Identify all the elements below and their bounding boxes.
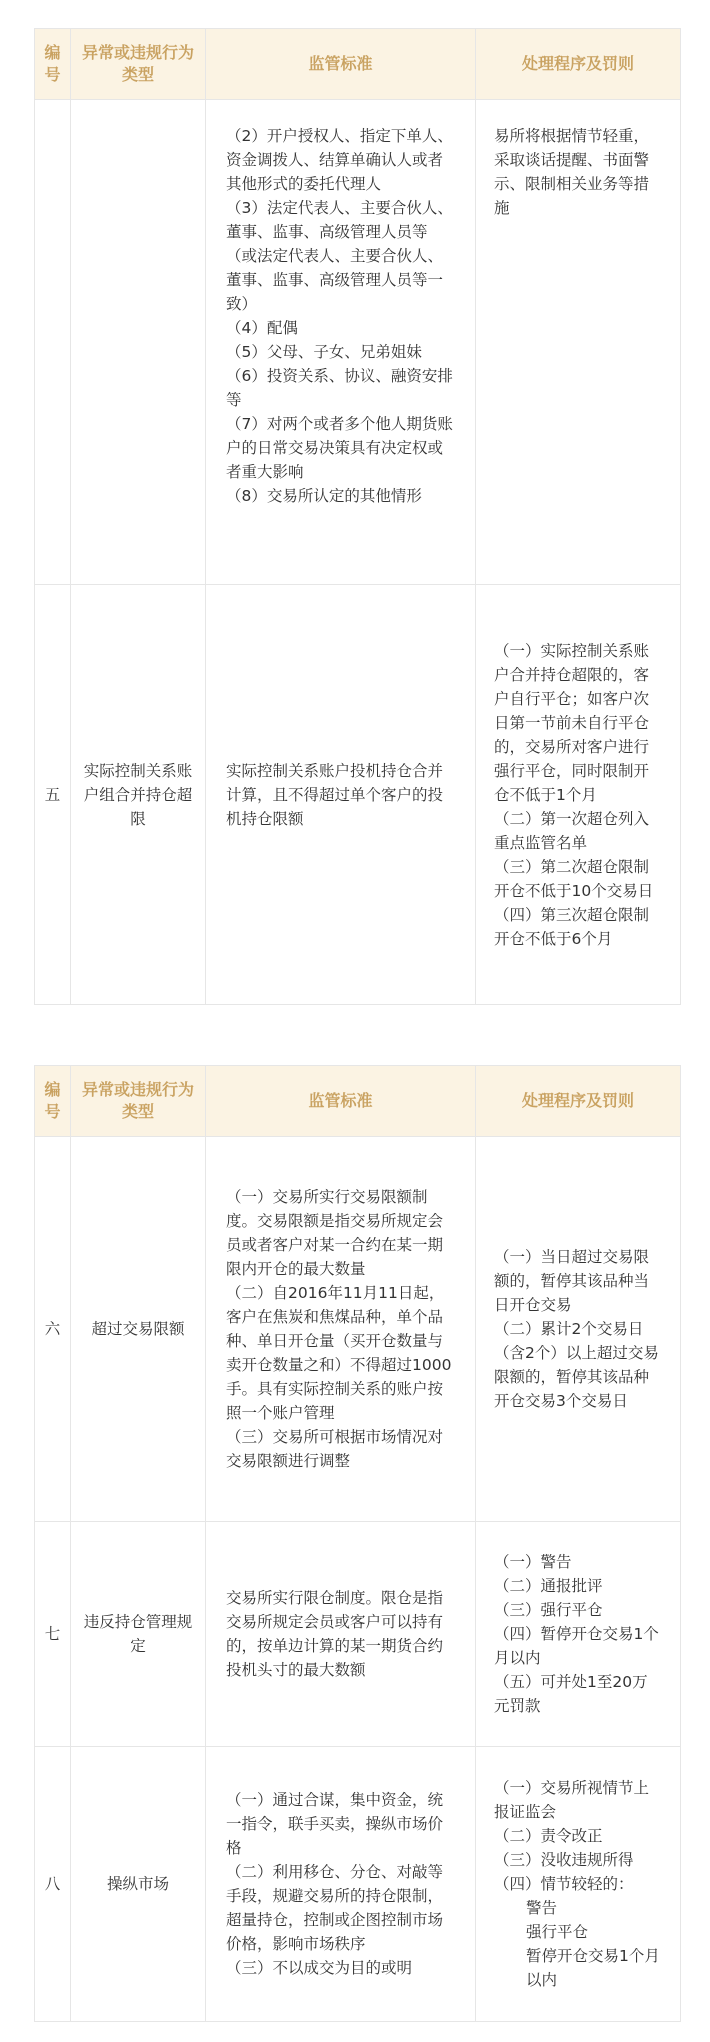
row-standard-cell (206, 1747, 476, 2022)
penalty-line: （二）责令改正 (494, 1827, 603, 1845)
row-penalty-cell (476, 100, 681, 585)
standard-line: （2）开户授权人、指定下单人、资金调拨人、结算单确认人或者其他形式的委托代理人 (226, 127, 453, 193)
penalty-line: （四）暂停开仓交易1个月以内 (494, 1625, 659, 1667)
row-number: 五 (35, 585, 71, 1005)
header-violation-type: 异常或违规行为类型 (71, 1066, 206, 1137)
penalty-line: （一）当日超过交易限额的，暂停其该品种当日开仓交易 (494, 1248, 650, 1314)
standard-line: （5）父母、子女、兄弟姐妹 (226, 343, 422, 361)
standard-line: （一）交易所实行交易限额制度。交易限额是指交易所规定会员或者客户对某一合约在某一期限内开仓的最大数量 (226, 1188, 444, 1278)
penalty-line: （五）可并处1至20万元罚款 (494, 1673, 648, 1715)
row-type-cell (71, 100, 206, 585)
table-row-7 (35, 1522, 681, 1747)
row-number: 八 (35, 1747, 71, 2022)
penalty-line: （一）实际控制关系账户合并持仓超限的，客户自行平仓；如客户次日第一节前未自行平仓的，交易所对客户进行强行平仓，同时限制开仓不低于1个月 (494, 641, 650, 804)
penalty-subline: 强行平仓 (526, 1923, 589, 1941)
standard-line: 交易所实行限仓制度。限仓是指交易所规定会员或客户可以持有的，按单边计算的某一期货合约投机头寸的最大数额 (226, 1589, 444, 1679)
table-row-continued (35, 100, 681, 585)
row-number: 六 (35, 1137, 71, 1522)
standard-line: （3）法定代表人、主要合伙人、董事、监事、高级管理人员等（或法定代表人、主要合伙人、董事、监事、高级管理人员等一致） (226, 199, 453, 313)
standard-line: （一）通过合谋，集中资金，统一指令，联手买卖，操纵市场价格 (226, 1791, 444, 1857)
header-number: 编号 (35, 29, 71, 100)
standard-line: （7）对两个或者多个他人期货账户的日常交易决策具有决定权或者重大影响 (226, 415, 453, 481)
header-penalty: 处理程序及罚则 (476, 1066, 681, 1137)
standard-line: 实际控制关系账户投机持仓合并计算，且不得超过单个客户的投机持仓限额 (226, 761, 444, 828)
header-violation-type: 异常或违规行为类型 (71, 29, 206, 100)
standard-line: （二）自2016年11月11日起，客户在焦炭和焦煤品种，单个品种、单日开仓量（买开仓数量与卖开仓数量之和）不得超过1000手。具有实际控制关系的账户按照一个账户管理 (226, 1284, 452, 1422)
table-row-5 (35, 585, 681, 1005)
header-standard: 监管标准 (206, 29, 476, 100)
row-standard-cell (206, 585, 476, 1005)
row-penalty-cell (476, 1137, 681, 1522)
penalty-line: （三）强行平仓 (494, 1601, 603, 1619)
row-standard-cell (206, 1137, 476, 1522)
row-number: 七 (35, 1522, 71, 1747)
table-row-8 (35, 1747, 681, 2022)
standard-line: （6）投资关系、协议、融资安排等 (226, 367, 453, 409)
rules-table-1 (34, 28, 681, 1005)
penalty-line: （一）交易所视情节上报证监会 (494, 1779, 650, 1821)
row-violation-type: 违反持仓管理规定 (71, 1522, 206, 1747)
penalty-line: 易所将根据情节轻重，采取谈话提醒、书面警示、限制相关业务等措施 (494, 127, 650, 217)
table-row-6 (35, 1137, 681, 1522)
penalty-subline: 警告 (526, 1899, 558, 1917)
penalty-line: （三）没收违规所得 (494, 1851, 634, 1869)
row-penalty-cell (476, 585, 681, 1005)
row-number-cell (35, 100, 71, 585)
standard-line: （4）配偶 (226, 319, 298, 337)
penalty-subline: 暂停开仓交易1个月以内 (526, 1947, 660, 1989)
penalty-line: （二）第一次超仓列入重点监管名单 (494, 809, 650, 852)
row-penalty-cell (476, 1747, 681, 2022)
penalty-line: （二）累计2个交易日（含2个）以上超过交易限额的，暂停其该品种开仓交易3个交易日 (494, 1320, 659, 1410)
table-header-row (35, 29, 681, 100)
standard-line: （二）利用移仓、分仓、对敲等手段，规避交易所的持仓限制，超量持仓，控制或企图控制市场价格，影响市场秩序 (226, 1863, 444, 1953)
penalty-line: （二）通报批评 (494, 1577, 603, 1595)
header-penalty: 处理程序及罚则 (476, 29, 681, 100)
row-violation-type: 超过交易限额 (71, 1137, 206, 1522)
row-penalty-cell (476, 1522, 681, 1747)
row-standard-cell (206, 1522, 476, 1747)
penalty-line: （三）第二次超仓限制开仓不低于10个交易日 (494, 857, 654, 900)
header-standard: 监管标准 (206, 1066, 476, 1137)
row-standard-cell (206, 100, 476, 585)
standard-line: （三）交易所可根据市场情况对交易限额进行调整 (226, 1428, 444, 1470)
penalty-line: （四）第三次超仓限制开仓不低于6个月 (494, 905, 650, 948)
rules-table-2 (34, 1065, 681, 2022)
table-header-row (35, 1066, 681, 1137)
row-violation-type: 实际控制关系账户组合并持仓超限 (71, 585, 206, 1005)
row-violation-type: 操纵市场 (71, 1747, 206, 2022)
header-number: 编号 (35, 1066, 71, 1137)
standard-line: （8）交易所认定的其他情形 (226, 487, 422, 505)
penalty-line: （四）情节较轻的： (494, 1875, 634, 1893)
penalty-line: （一）警告 (494, 1553, 572, 1571)
standard-line: （三）不以成交为目的或明 (226, 1959, 413, 1977)
